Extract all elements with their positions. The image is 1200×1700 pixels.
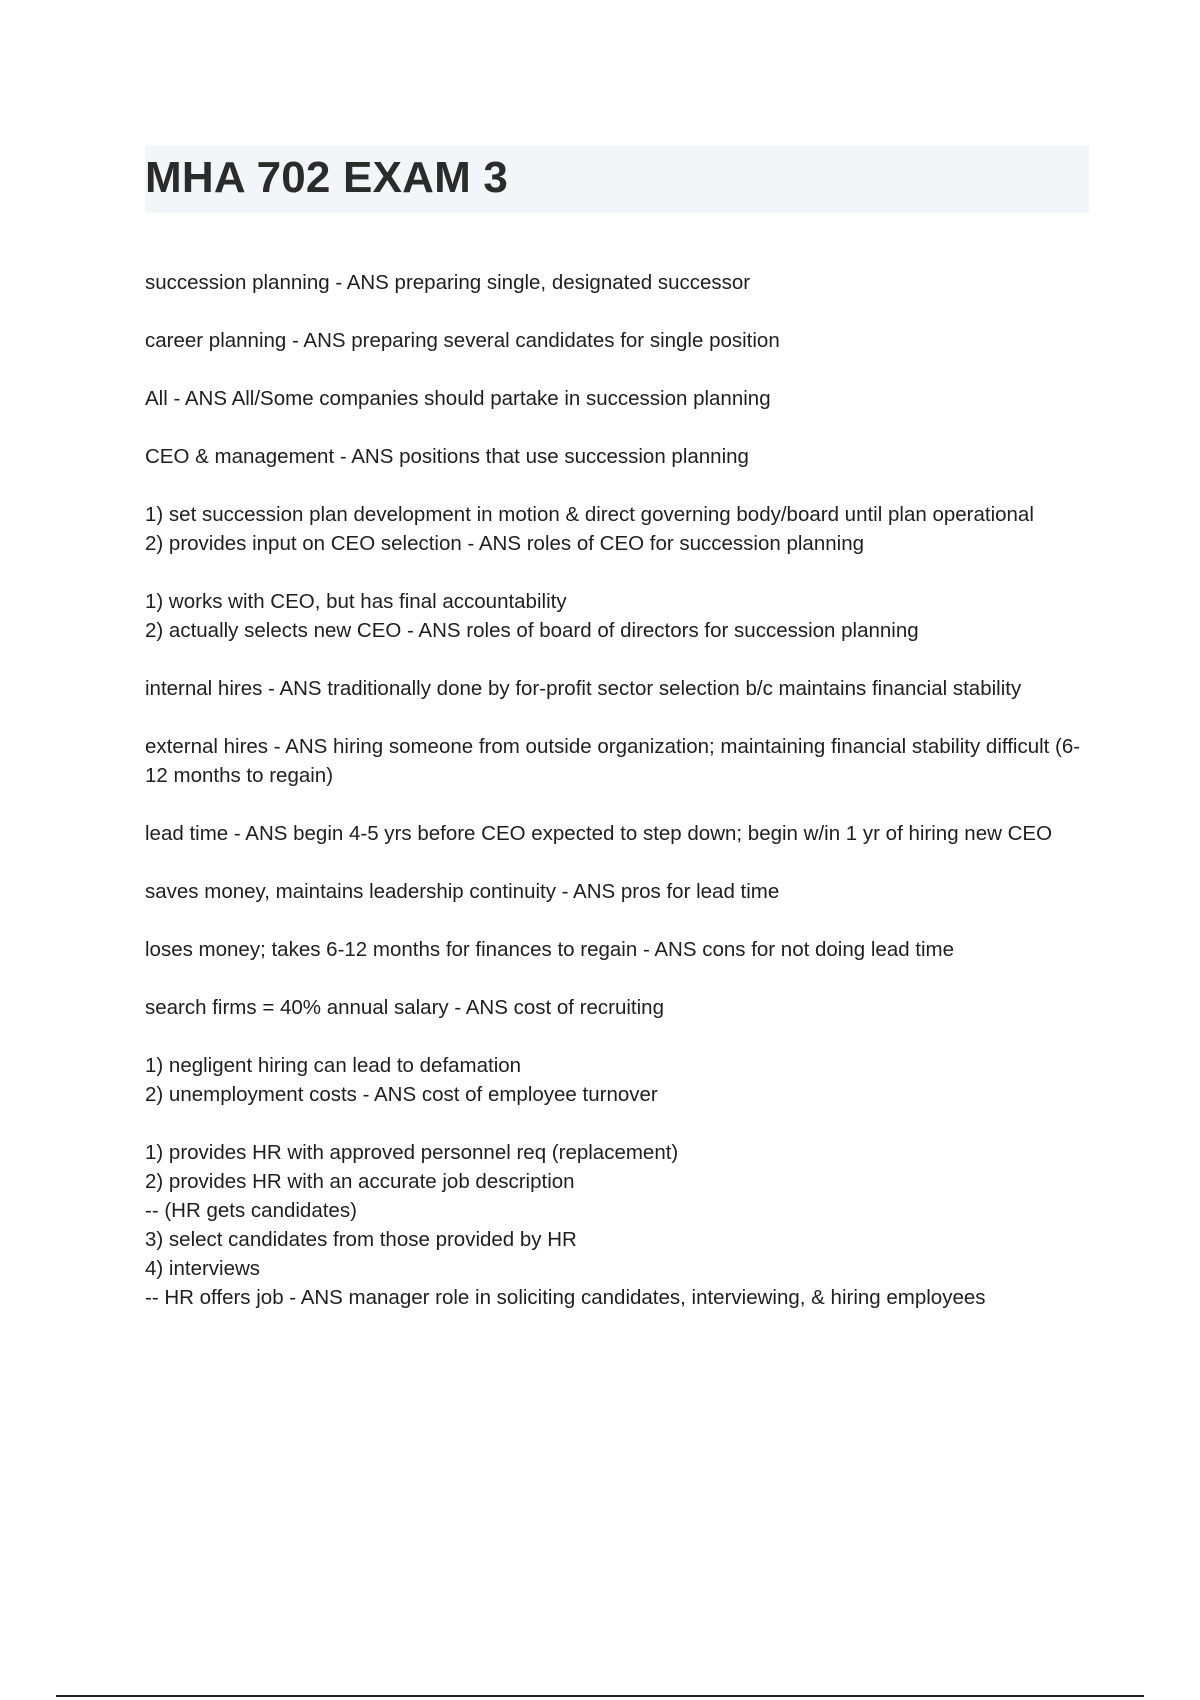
flashcard-entry bbox=[145, 877, 1089, 906]
flashcard-entry bbox=[145, 935, 1089, 964]
title-band bbox=[145, 145, 1089, 213]
entry-line: All - ANS All/Some companies should partake in succession planning bbox=[145, 387, 771, 410]
entry-line: -- (HR gets candidates) bbox=[145, 1199, 357, 1222]
entry-line: 1) provides HR with approved personnel req (replacement) bbox=[145, 1141, 679, 1164]
flashcard-entry bbox=[145, 500, 1089, 558]
entry-line: -- HR offers job - ANS manager role in soliciting candidates, interviewing, & hiring employees bbox=[145, 1286, 986, 1309]
flashcard-entry bbox=[145, 819, 1089, 848]
flashcard-entry bbox=[145, 384, 1089, 413]
entry-line: succession planning - ANS preparing single, designated successor bbox=[145, 271, 751, 294]
entry-line: CEO & management - ANS positions that use succession planning bbox=[145, 445, 749, 468]
entry-line: external hires - ANS hiring someone from outside organization; maintaining financial stability difficult (6-12 months to regain) bbox=[145, 735, 1081, 787]
entry-line: loses money; takes 6-12 months for finances to regain - ANS cons for not doing lead time bbox=[145, 938, 955, 961]
entry-line: 2) provides input on CEO selection - ANS roles of CEO for succession planning bbox=[145, 532, 864, 555]
entry-line: career planning - ANS preparing several candidates for single position bbox=[145, 329, 780, 352]
flashcard-entry bbox=[145, 732, 1089, 790]
entry-line: 1) negligent hiring can lead to defamation bbox=[145, 1054, 522, 1077]
entry-line: 2) actually selects new CEO - ANS roles of board of directors for succession planning bbox=[145, 619, 919, 642]
page-title: MHA 702 EXAM 3 bbox=[145, 153, 509, 202]
entry-line: search firms = 40% annual salary - ANS cost of recruiting bbox=[145, 996, 664, 1019]
entry-line: 1) set succession plan development in motion & direct governing body/board until plan operational bbox=[145, 503, 1034, 526]
entry-line: 3) select candidates from those provided by HR bbox=[145, 1228, 577, 1251]
flashcard-entry bbox=[145, 1138, 1089, 1312]
entry-line: 2) provides HR with an accurate job description bbox=[145, 1170, 575, 1193]
footer-divider bbox=[56, 1695, 1144, 1697]
flashcard-entry bbox=[145, 326, 1089, 355]
entry-line: 2) unemployment costs - ANS cost of employee turnover bbox=[145, 1083, 658, 1106]
flashcard-entry bbox=[145, 1051, 1089, 1109]
flashcard-entry bbox=[145, 268, 1089, 297]
flashcard-entry bbox=[145, 674, 1089, 703]
entry-line: 4) interviews bbox=[145, 1257, 261, 1280]
entry-line: saves money, maintains leadership continuity - ANS pros for lead time bbox=[145, 880, 780, 903]
flashcard-entry bbox=[145, 587, 1089, 645]
flashcard-entry bbox=[145, 993, 1089, 1022]
entry-line: 1) works with CEO, but has final accountability bbox=[145, 590, 567, 613]
entry-line: internal hires - ANS traditionally done by for-profit sector selection b/c maintains financial stability bbox=[145, 677, 1022, 700]
flashcard-entry bbox=[145, 442, 1089, 471]
entry-line: lead time - ANS begin 4-5 yrs before CEO expected to step down; begin w/in 1 yr of hiring new CEO bbox=[145, 822, 1053, 845]
flashcard-list bbox=[145, 268, 1089, 1341]
